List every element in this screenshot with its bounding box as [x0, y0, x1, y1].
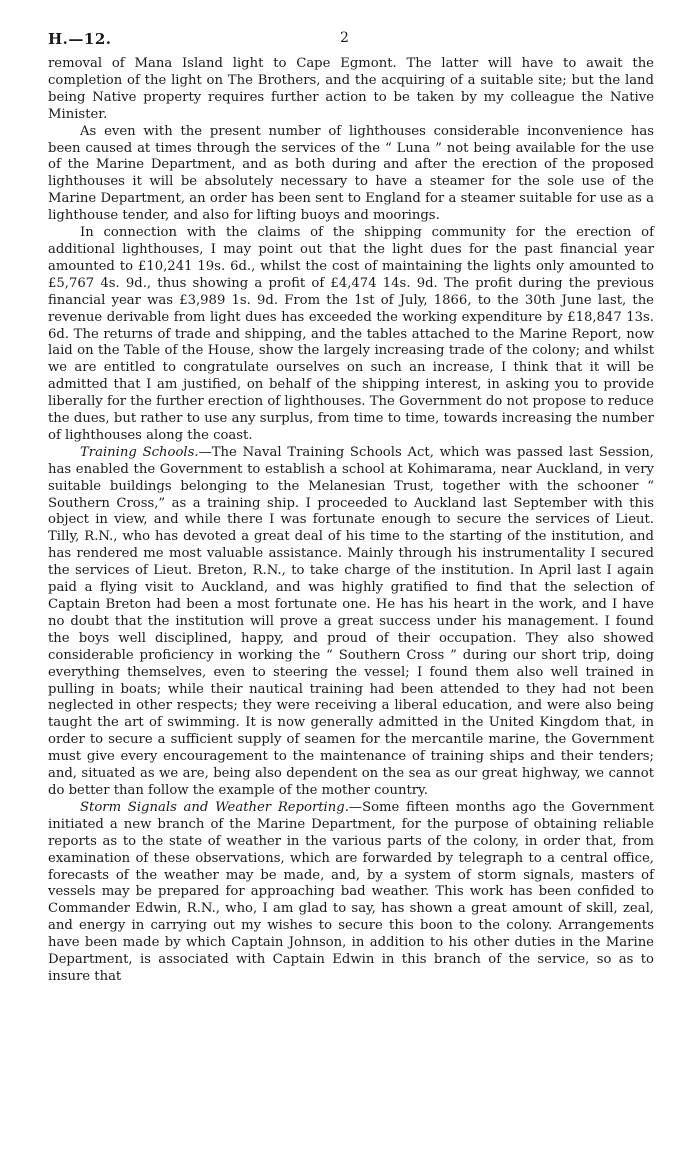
page-header — [48, 30, 654, 56]
page-number: 2 — [340, 30, 349, 46]
paragraph-text: —The Naval Training Schools Act, which was passed last Session, has enabled the Government to establish a school at Kohimarama, near Auckland, in very suitable buildings belonging to the Melanesian Trust, together with the schooner “ Southern Cross,” as a training ship. I proceeded to Auckland last September with this object in view, and while there I was fortunate enough to secure the services of Lieut. Tilly, R.N., who has devoted a great deal of his time to the starting of the institution, and has rendered me most valuable assistance. Mainly through his instrumentality I secured the services of Lieut. Breton, R.N., to take charge of the institution. In April last I again paid a flying visit to Auckland, and was highly gratified to find that the selection of Captain Breton had been a most fortunate one. He has his heart in the work, and I have no doubt that the institution will prove a great success under his management. I found the boys well disciplined, happy, and proud of their occupation. They also showed considerable proficiency in working the “ Southern Cross ” during our short trip, doing everything themselves, even to steering the vessel; I found them also well trained in pulling in boats; while their nautical training had been attended to they had not been neglected in other respects; they were receiving a liberal education, and were also being taught the art of swimming. It is now generally admitted in the United Kingdom that, in order to secure a sufficient supply of seamen for the mercantile marine, the Government must give every encouragement to the maintenance of training ships and their tenders; and, situated as we are, being also dependent on the sea as our great highway, we cannot do better than follow the example of the mother country. — [48, 444, 654, 798]
paragraph-text: In connection with the claims of the shipping community for the erection of additional lighthouses, I may point out that the light dues for the past financial year amounted to £10,241 19s. 6d., whilst the cost of maintaining the lights only amounted to £5,767 4s. 9d., thus showing a profit of £4,474 14s. 9d. The profit during the previous financial year was £3,989 1s. 9d. From the 1st of July, 1866, to the 30th June last, the revenue derivable from light dues has exceeded the working expenditure by £18,847 13s. 6d. The returns of trade and shipping, and the tables attached to the Marine Report, now laid on the Table of the House, show the largely increasing trade of the colony; and whilst we are entitled to congratulate ourselves on such an increase, I think that it will be admitted that I am justified, on behalf of the shipping interest, in asking you to provide liberally for the further erection of lighthouses. The Government do not propose to reduce the dues, but rather to use any surplus, from time to time, towards increasing the number of lighthouses along the coast. — [48, 225, 654, 443]
paragraph-light-dues — [48, 225, 654, 445]
document-page — [48, 30, 654, 986]
paragraph-training-schools — [48, 445, 654, 800]
paragraph-luna-steamer — [48, 124, 654, 225]
section-heading-training-schools: Training Schools. — [80, 444, 199, 460]
paragraph-mana-island — [48, 56, 654, 124]
paragraph-storm-signals — [48, 800, 654, 986]
document-reference: H.—12. — [48, 30, 112, 48]
paragraph-text: As even with the present number of lighthouses considerable inconvenience has been caused at times through the services of the “ Luna ” not being available for the use of the Marine Department, and as both during and after the erection of the proposed lighthouses it will be absolutely necessary to have a steamer for the sole use of the Marine Department, an order has been sent to England for a steamer suitable for use as a lighthouse tender, and also for lifting buoys and moorings. — [48, 123, 654, 224]
body-text — [48, 56, 654, 986]
paragraph-text: removal of Mana Island light to Cape Egmont. The latter will have to await the completion of the light on The Brothers, and the acquiring of a suitable site; but the land being Native property requires further action to be taken by my colleague the Native Minister. — [48, 56, 654, 122]
paragraph-text: —Some fifteen months ago the Government initiated a new branch of the Marine Department, for the purpose of obtaining reliable reports as to the state of weather in the various parts of the colony, in order that, from examination of these observations, which are forwarded by telegraph to a central office, forecasts of the weather may be made, and, by a system of storm signals, masters of vessels may be prepared for approaching bad weather. This work has been confided to Commander Edwin, R.N., who, I am glad to say, has shown a great amount of skill, zeal, and energy in carrying out my wishes to secure this boon to the colony. Arrangements have been made by which Captain Johnson, in addition to his other duties in the Marine Department, is associated with Captain Edwin in this branch of the service, so as to insure that — [48, 799, 654, 984]
section-heading-storm-signals: Storm Signals and Weather Reporting. — [80, 799, 349, 815]
